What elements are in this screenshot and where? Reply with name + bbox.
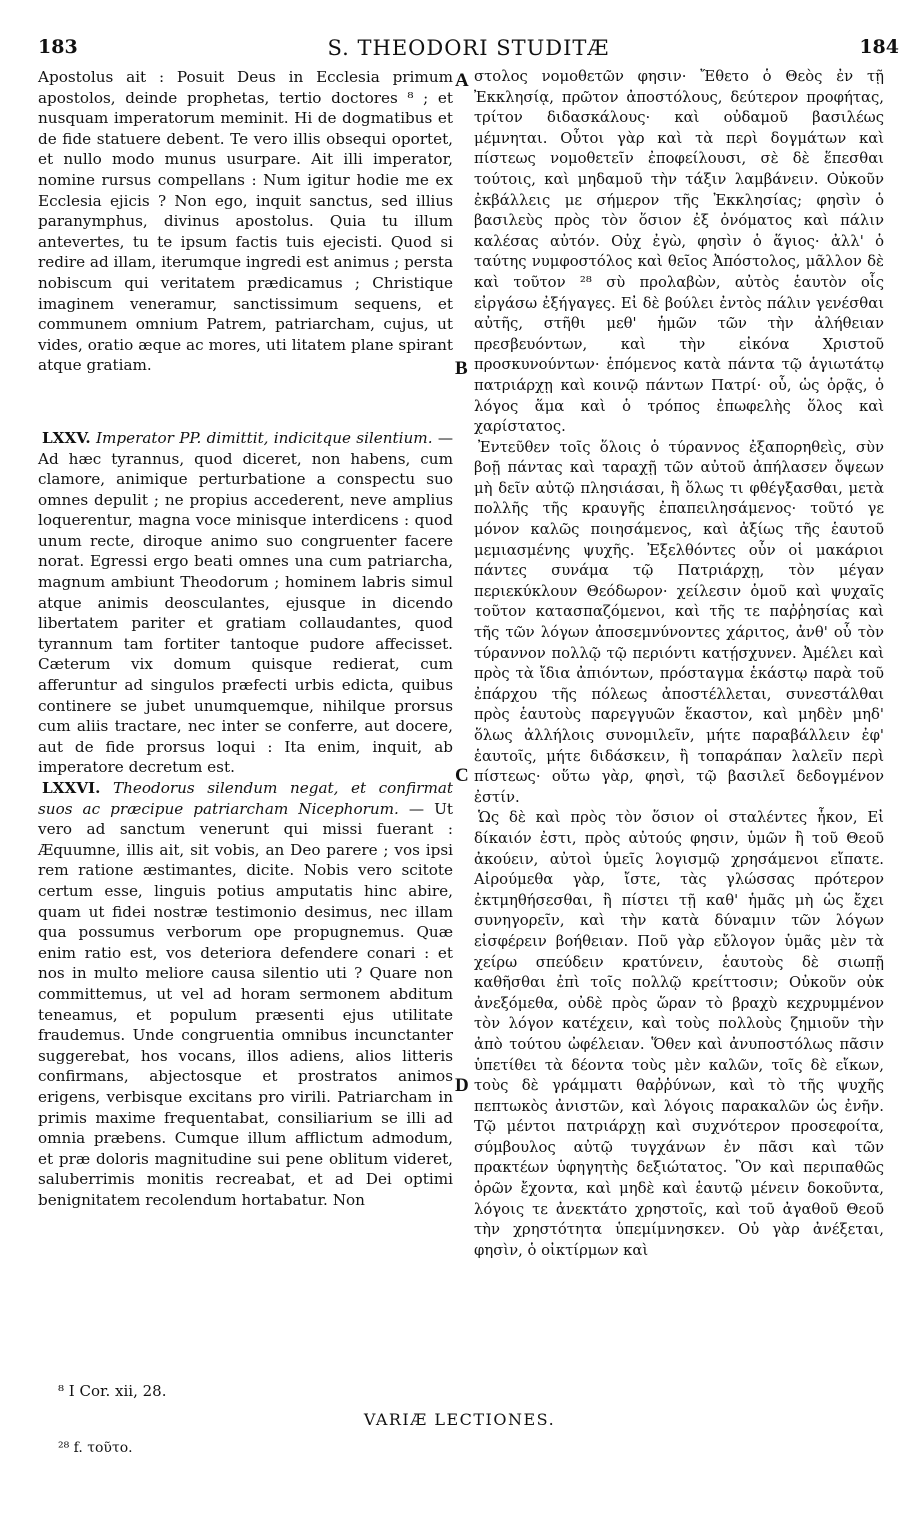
margin-marker-c: C (455, 765, 469, 786)
chapter-76-text: — Ut vero ad sanctum venerunt qui missi fuerant : Æquumne, illis ait, sit vobis, an Deo parere ; vos ipsi rem ratione æstimantes, dicite. Nobis vero scitote certum esse, linguis potius amputatis hinc abire, quam ut fidei nostræ testimonio desimus, nec illam qua possumus verborum ope propugnemus. Quæ enim ratio est, vos deteriora defendere conari : et nos in multo meliore causa silentio uti ? Quare non committemus, ut vel ad horam sermonem abditum teneamus, et populum præsenti ejus utilitate fraudemus. Unde congruentia omnibus incunctanter suggerebat, hos vocans, illos adiens, alios litteris confirmans, abjectosque et prostratos animos erigens, verbisque excitans pro virili. Patriarcham in primis maxime frequentabat, consiliarium se illi ad omnia præbens. Cumque illum afflictum admodum, et præ doloris magnitudine sui pene oblitum videret, saluberrimis monitis recreabat, et ad Dei optimi benignitatem recolendum hortabatur. Non (38, 799, 453, 1209)
footnote-latin: ⁸ I Cor. xii, 28. (58, 1382, 167, 1400)
footnote-variant: ²⁸ f. τοῦτο. (58, 1440, 133, 1456)
chapter-76-number: LXXVI. (42, 779, 101, 797)
greek-paragraph-3: Ὡς δὲ καὶ πρὸς τὸν ὅσιον οἱ σταλέντες ἧκον, Εἰ δίκαιόν ἐστι, πρὸς αὐτούς φησιν, ὑμῶν ἢ τοῦ Θεοῦ ἀκούειν, αὐτοὶ ὑμεῖς λογισμῷ χρησάμενοι εἴπατε. Αἱρούμεθα γὰρ, ἴστε, τὰς γλώσσας πρότερον ἐκτμηθήσεσθαι, ἢ πίστει τῇ καθ' ἡμᾶς μὴ ὡς ἔχει συνηγορεῖν, καὶ τὴν κατὰ δύναμιν τῶν λόγων εἰσφέρειν βοήθειαν. Ποῦ γὰρ εὔλογον ὑμᾶς μὲν τὰ χείρω σπεύδειν κρατύνειν, ἑαυτοὺς δὲ σιωπῇ καθῆσθαι ἐπὶ τοῖς πολλῷ κρείττοσιν; Οὐκοῦν οὐκ ἀνεξόμεθα, οὐδὲ πρὸς ὥραν τὸ βραχὺ κεχρυμμένον τὸν λόγον κατέχειν, καὶ τοὺς πολλοὺς ζημιοῦν τὴν ἀπὸ τούτου ὠφέλειαν. Ὅθεν καὶ ἀνυποστόλως πᾶσιν ὑπετίθει τὰ δέοντα τοὺς μὲν καλῶν, τοῖς δὲ εἴκων, τοὺς δὲ γράμματι θαῤῥύνων, καὶ τὸ τῆς ψυχῆς πεπτωκὸς ἀνιστῶν, καὶ λόγοις παρακαλῶν ὡς ἐνῆν. Τῷ μέντοι πατριάρχῃ καὶ συχνότερον προσεφοίτα, σύμβουλος αὐτῷ τυγχάνων ἐν πᾶσι καὶ τῶν πρακτέων ὑφηγητὴς δεξιώτατος. Ὃν καὶ περιπαθῶς ὁρῶν ἔχοντα, καὶ μηδὲ καὶ ἑαυτῷ μένειν δοκοῦντα, λόγοις τε ἀνεκτάτο χρηστοῖς, καὶ τοῦ ἀγαθοῦ Θεοῦ τὴν χρηστότητα ὑπεμίμνησκεν. Οὐ γὰρ ἀνέξεται, φησὶν, ὁ οἰκτίρμων καὶ (474, 809, 884, 1259)
latin-chapter-75 (38, 428, 453, 778)
column-spacer (38, 376, 453, 428)
chapter-75-number: LXXV. (42, 428, 91, 447)
chapter-75-heading: Imperator PP. dimittit, indicitque silentium. (95, 428, 433, 447)
greek-paragraph-1: στολος νομοθετῶν φησιν· Ἔθετο ὁ Θεὸς ἐν τῇ Ἐκκλησίᾳ, πρῶτον ἀποστόλους, δεύτερον προφήτας, τρίτον διδασκάλους· καὶ οὐδαμοῦ βασιλέως μέμνηται. Οὗτοι γὰρ καὶ τὰ περὶ δογμάτων καὶ πίστεως νομοθετεῖν ἐποφείλουσι, σὲ δὲ ἕπεσθαι τούτοις, καὶ μηδαμοῦ τὴν τάξιν λαμβάνειν. Οὐκοῦν ἐκβάλλεις με σήμερον τῆς Ἐκκλησίας; φησὶν ὁ βασιλεὺς πρὸς τὸν ὅσιον ἐξ ὀνόματος καὶ πάλιν καλέσας αὐτόν. Οὐχ ἐγὼ, φησὶν ὁ ἅγιος· ἀλλ' ὁ ταύτης νυμφοστόλος καὶ θεῖος Ἀπόστολος, μᾶλλον δὲ καὶ τοῦτον ²⁸ σὺ προλαβὼν, αὐτὸς ἑαυτὸν οἷς εἰργάσω ἐξήγαγες. Εἰ δὲ βούλει ἐντὸς πάλιν γενέσθαι αὐτῆς, στῆθι μεθ' ἡμῶν τῶν τὴν ἀλήθειαν πρεσβευόντων, καὶ τὴν εἰκόνα Χριστοῦ προσκυνούντων· ἑπόμενος κατὰ πάντα τῷ ἁγιωτάτῳ πατριάρχῃ καὶ κοινῷ πάντων Πατρί· οὗ, ὡς ὁρᾷς, ὁ λόγος ἅμα καὶ ὁ τρόπος ἐπωφελὴς ὅλος καὶ χαρίστατος. (474, 68, 884, 436)
greek-paragraph-2: Ἐντεῦθεν τοῖς ὅλοις ὁ τύραννος ἐξαπορηθεὶς, σὺν βοῇ πάντας καὶ ταραχῇ τῶν αὐτοῦ ἀπήλασεν ὄψεων μὴ δεῖν αὐτῷ πλησιάσαι, ἢ ὅλως τι φθέγξασθαι, μετὰ πολλῆς τῆς κραυγῆς ἐπαπειλησάμενος· τοῦτό γε μόνον καλῶς ποιησάμενος, καὶ ἀξίως τῆς ἑαυτοῦ μεμιασμένης ψυχῆς. Ἐξελθόντες οὖν οἱ μακάριοι πάντες συνάμα τῷ Πατριάρχῃ, τὸν μέγαν περιεκύκλουν Θεόδωρον· χείλεσιν ὁμοῦ καὶ ψυχαῖς τοῦτον κατασπαζόμενοι, καὶ τῆς τε παῤῥησίας καὶ τῆς τῶν λόγων ἀποσεμνύνοντες χάριτος, ἀνθ' οὗ τὸν τύραννον πολλῷ τῷ περιόντι κατῄσχυνεν. Ἀμέλει καὶ πρὸς τὰ ἴδια ἀπιόντων, πρόσταγμα ἑκάστῳ παρὰ τοῦ ἐπάρχου τῆς πόλεως ἀποστέλλεται, συνεστάλθαι πρὸς ἑαυτοὺς παρεγγυῶν ἕκαστον, καὶ μηδὲν μηδ' ὅλως ἀλλήλοις συνομιλεῖν, μήτε παραβάλλειν ἐφ' ἑαυτοῖς, μήτε διδάσκειν, ἢ τοπαράπαν λαλεῖν περὶ πίστεως· οὕτω γὰρ, φησὶ, τῷ βασιλεῖ δεδογμένον ἐστίν. (474, 438, 884, 806)
margin-marker-b: B (455, 358, 468, 379)
chapter-75-text: — Ad hæc tyrannus, quod diceret, non habens, cum clamore, animique perturbatione a conspectu suo omnes depulit ; ne propius accederent, neve amplius loquerentur, magna voce minisque interdicens : quod unum recte, diroque animo suo congruenter facere norat. Egressi ergo beati omnes una cum patriarcha, magnum ambiunt Theodorum ; hominem labris simul atque animis deosculantes, ejusque in dicendo libertatem pariter et gratiam collaudantes, quod tyrannum tam fortiter tantoque pudore affecisset. Cæterum vix domum quisque redierat, cum afferuntur ad singulos præfecti urbis edicta, quibus continere se jubet unumquemque, nihilque prorsus cum aliis tractare, nec inter se conferre, aut docere, aut de fide prorsus loqui : Ita enim, inquit, ab imperatore decretum est. (38, 428, 454, 777)
running-title: S. THEODORI STUDITÆ (327, 36, 610, 60)
chapter-76-heading: Theodorus silendum negat, et confirmat suos ac præcipue patriarcham Nicephorum. (38, 779, 454, 818)
page-number-left: 183 (38, 36, 78, 58)
margin-marker-d: D (455, 1075, 469, 1096)
page-number-right: 184 (859, 36, 899, 58)
variae-lectiones-title: VARIÆ LECTIONES. (363, 1410, 556, 1429)
page-header (38, 36, 899, 66)
latin-paragraph-1: Apostolus ait : Posuit Deus in Ecclesia primum apostolos, deinde prophetas, tertio doctores ⁸ ; et nusquam imperatorum meminit. Hi de dogmatibus et de fide statuere debent. Te vero illis obsequi oportet, et nullo modo munus usurpare. Ait illi imperator, nomine rursus compellans : Num igitur hodie me ex Ecclesia ejicis ? Non ego, inquit sanctus, sed illius paranymphus, divinus apostolus. Quia tu illum antevertes, tu te ipsum factis tuis ejecisti. Quod si redire ad illam, iterumque ingredi est animus ; persta nobiscum qui veritatem prædicamus ; Christique imaginem veneramur, sanctissimum sequens, et communem omnium Patrem, patriarcham, cujus, ut vides, oratio æque ac mores, uti litatem plane spirant atque gratiam. (38, 68, 453, 375)
latin-chapter-76 (38, 778, 453, 1210)
greek-column (474, 67, 884, 1261)
latin-column (38, 67, 453, 1210)
margin-marker-a: A (455, 70, 469, 91)
